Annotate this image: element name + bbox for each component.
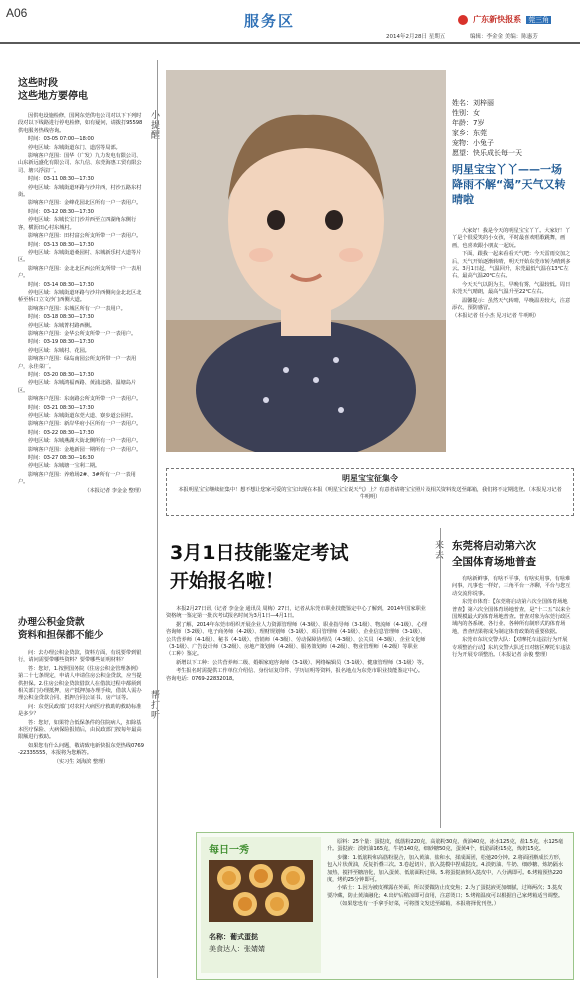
side-label-comings: 来去 — [433, 540, 443, 560]
venue-para: 东莞市东坑交警大队：【对摩托车违法行为开展专项整治行动】东坑交警大队近日对辖区摩托车违法行为开展专项整治。（本报记者 余俊 整理） — [452, 637, 571, 659]
outage-para: 影响客户范围：绿岛南园公所支所带一户一表用户，永佳菜厂。 — [18, 356, 137, 370]
baby-info — [452, 98, 570, 158]
venue-title-1: 东莞将启动第六次 — [452, 540, 536, 552]
outage-para: 时间：03-19 08:30—17:30 — [28, 339, 94, 346]
exam-article — [166, 606, 428, 684]
outage-para: 停电区域：东城村、花园。 — [28, 347, 90, 354]
baby-photo — [166, 70, 446, 452]
side-label-reminder: 小提醒 — [149, 110, 159, 140]
exam-para: 考生报名时需提供工作单位介绍信、身份证复印件、学历证明等资料，报名地点为东莞市职业技能鉴定中心。咨询电话：0769-22832018。 — [166, 668, 424, 682]
outage-para: 时间：03-05 07:00—18:00 — [28, 136, 94, 143]
outage-para: 影响客户范围：田村富公所支所带一户一表用户。 — [28, 233, 142, 240]
outage-para: 停电区域：东城街道桑园村、东城新乐村大道等片区。 — [18, 249, 142, 264]
loan-para: 答：您好，如果符合低保条件的住院病人，扣除基本医疗保险、大病保险报销后，由民政部门按每年最高限额进行救助。 — [18, 719, 142, 741]
header-rule — [0, 42, 580, 44]
page-header — [0, 0, 580, 44]
outage-para: 时间：03-18 08:30—17:30 — [28, 314, 94, 321]
loan-credit: （实习生 刘海滨 整理） — [53, 758, 109, 765]
baby-article — [452, 228, 572, 322]
baby-info-line: 姓名：刘梓丽 — [452, 99, 494, 107]
outage-credit: （本报记者 李金金 整理） — [84, 487, 144, 494]
venue-para: 有啥新鲜事，有啥不平事，有啥实用事，有啥难问事，凡事也一样好，三角平台一齐聊，平台与您互动交流你说事。 — [452, 576, 571, 597]
baby-info-line: 宠物：小兔子 — [452, 139, 494, 147]
exam-headline-2: 开始报名啦！ — [170, 570, 285, 592]
newspaper-logo — [458, 9, 576, 23]
section-title: 服务区 — [244, 12, 296, 30]
recipe-para: （如果您也有一手拿手好菜，可将图文发送至邮箱，本报将择优刊登。） — [337, 901, 500, 908]
baby-credit: （本报记者 任小杰 见习记者 牛明明） — [452, 313, 539, 320]
outage-title-1: 这些时段 — [18, 78, 58, 89]
outage-para: 影响客户范围：国华（广发）九力发电有限公司、山东新远盛化有限公司、东九信、东莞海惠工贸有限公司、塘兴浮法厂。 — [18, 153, 142, 174]
loan-para: 如果您有什么问题，敬请致电新快报东莞热线0769-22335555，本报将为您解答。 — [18, 742, 144, 757]
side-label-ask: 帮打听 — [149, 690, 159, 720]
outage-para: 停电区域：东城燕湖大街北侧所有一户一表用户。 — [28, 438, 142, 445]
egg-tart-photo — [209, 860, 313, 922]
outage-para: 影响客户范围：金峰花园北区所有一户一表用户。 — [28, 200, 142, 207]
venue-article — [452, 576, 572, 660]
baby-info-line: 性别：女 — [452, 109, 480, 117]
outage-para: 影响客户范围：金华公所支所带一户一表用户。 — [28, 330, 137, 337]
baby-info-line: 愿望：快乐成长每一天 — [452, 149, 522, 157]
outage-article — [18, 113, 144, 495]
outage-para: 时间：03-11 08:30—17:30 — [28, 176, 94, 183]
baby-para: 大家好！我是今天的明星宝宝丫丫。大家好！丫丫是个很爱笑的小女孩，平时最喜欢唱歌跳舞，画画，也喜欢跟小朋友一起玩。 — [452, 228, 571, 249]
loan-para: 答：您好，1.按照国务院《住房公积金管理条例》第二十七条规定，申请人申请住房公积金贷款，应当提供担保。2.住房公积金贷款借款人在借款过程中都须到相关部门办理抵押，房产抵押加办理手续，借款人需办理公积金贷款合同、抵押合同公证书、房产证等。 — [18, 665, 142, 702]
outage-para: 因供电设施检修，国网东莞供电公司对以下下列时段对以下线路进行停电检修，如有疑问，请拨打95598供电服务热线咨询。 — [18, 113, 143, 134]
column-divider-right — [440, 528, 441, 828]
recipe-text — [327, 839, 567, 910]
recipe-para: 小贴士：1.因为被皮裸露在外面，所以要做防止皮变焦；2.为了蛋挞液更加细腻，过筛两次；3.挞皮要冷藏，防止黄油融化；4.出炉后稍凉即可食用，注意烫口；5.烤箱温度可以根据自己家烤箱适当调整。 — [327, 885, 563, 899]
notice-title: 明星宝宝征集令 — [342, 474, 398, 483]
outage-para: 停电区域：东城街道东门、道滘等局部。 — [28, 144, 121, 151]
baby-title: 明星宝宝丫丫——一场降雨不解“渴”天气又转晴啦 — [452, 163, 566, 206]
exam-para: 新增以下工种：公共营养师二级、婚姻家庭咨询师（3-1级）、网络编辑员（3-1级）、健康管理师（3-1级）等。 — [176, 659, 427, 666]
loan-article — [18, 650, 144, 766]
outage-para: 影响客户范围：金北北区西公所支所带一户一表用户。 — [18, 265, 142, 280]
outage-title-2: 这些地方要停电 — [18, 91, 88, 102]
recipe-box — [196, 832, 574, 980]
outage-para: 时间：03-27 08:30—16:30 — [28, 455, 94, 462]
loan-section — [18, 616, 144, 978]
logo-badge: 莞三角 — [528, 15, 550, 24]
outage-para: 停电区域：东城街道东莞大道、寮步道公园村。 — [28, 413, 137, 420]
baby-info-line: 年龄：7岁 — [452, 119, 485, 127]
outage-para: 停电区域：东城菁村路西侧。 — [28, 322, 95, 329]
baby-info-line: 家乡：东莞 — [452, 129, 487, 137]
recipe-box-title: 每日一秀 — [209, 845, 249, 856]
outage-para: 影响客户范围：养殖场2#、3#所有一户一表用户。 — [18, 471, 136, 486]
baby-para: 下面，跟我一起来看看天气吧：今天雷雨交加之后，天气开始逐渐转晴，明天开始东莞市转为晴到多云。3月1日起，气温回升，东莞最低气温在13℃左右，最高气温20℃左右。 — [452, 251, 571, 280]
outage-para: 影响客户范围：金地新园一期所有一户一表用户。 — [28, 446, 142, 453]
outage-para: 停电区域：东城街道环路与沙并西侧向金北北区北桥至桥口立文沙门西侧大道。 — [18, 289, 142, 304]
outage-para: 影响客户范围：东城区所有一户一表用户。 — [28, 305, 126, 312]
recipe-author: 美食达人：张婧婧 — [209, 945, 265, 953]
outage-para: 时间：03-20 08:30—17:30 — [28, 372, 94, 378]
page-number: A06 — [6, 6, 28, 20]
loan-title-1: 办理公积金贷款 — [18, 617, 85, 628]
outage-para: 停电区域：东城长宝门沙并西至立四湖角东侧行客，横沥田心村东城村。 — [18, 217, 137, 231]
outage-para: 停电区域：东城街道环路与沙并西，村沙五路东村街。 — [18, 184, 142, 199]
loan-para: 问：东莞民政部门对农村大病医疗救助的救助标准是多少？ — [18, 703, 142, 718]
column-divider-left — [157, 60, 158, 978]
notice-box — [166, 468, 574, 516]
exam-para: 本报2月27日讯（记者 李金金 通讯员 周梅）27日，记者从东莞市职业技能鉴定中心了解到，2014年国家职业资格统一鉴定第一批次考试报名时间为3月1日—4月1日。 — [166, 606, 426, 620]
logo-icon — [458, 15, 468, 25]
baby-para: 温馨提示：虽然天气转晴，早晚温差较大，注意添衣，预防感冒。 — [452, 297, 571, 312]
outage-para: 时间：03-22 08:30—17:30 — [28, 429, 94, 436]
baby-para: 今天天气以阴为主，早晚有雾，气温较低。周日东莞天气晴朗，最高气温升至22℃左右。 — [452, 281, 571, 296]
date-line: 2014年2月28日 星期五 — [386, 34, 446, 40]
recipe-dish-name: 名称：葡式蛋挞 — [209, 933, 258, 941]
venue-title-2: 全国体育场地普查 — [452, 556, 536, 568]
loan-title-2: 资料和担保都不能少 — [18, 630, 104, 641]
outage-para: 时间：03-12 08:30—17:30 — [28, 208, 94, 215]
editor-line: 编辑：李金金 美编：陈惠芳 — [470, 34, 538, 40]
outage-para: 时间：03-13 08:30—17:30 — [28, 241, 94, 248]
notice-text: 本报明星宝宝继续征集中！想不想让您家可爱的宝宝出现在本报《明星宝宝说天气》上？有意者请将宝宝照片及相关资料发送至邮箱，我们将不定期选登。（本报见习记者 牛明明） — [178, 487, 562, 501]
recipe-para: 步骤：1.低筋粉和高筋粉混合，加入黄油、盐和水，揉成面团，松弛20分钟。2.将面团擀成长方形，包入片状黄油，反复折叠三次。3.卷起切片，放入挞模中捏成挞皮。4.淡奶油、牛奶、细砂糖、炼奶隔水加热，搅拌至糖溶化，加入蛋黄、低筋面粉过筛。5.将蛋挞液倒入挞皮中，八分满即可。6.烤箱预热220度，烤约25分钟即可。 — [327, 854, 564, 884]
outage-para: 影响客户范围：东南路公所支所带一户一表用户。 — [28, 396, 142, 403]
loan-para: 问：去办理公积金贷款，资料方面，有说要带到银行，请问需要带哪些资料？要带哪些证明材料？ — [18, 650, 142, 664]
outage-para: 停电区域：东城鸿福西路、黄浦北路、温塘岛片区。 — [18, 380, 137, 394]
recipe-para: 原料：25个量：蛋挞皮，低筋粉220克，高筋粉30克，黄油40克，冰水125克，盐1.5克，水125毫升。蛋挞液：淡奶油165克，牛奶140克，细砂糖50克，蛋黄4个，低筋面粉15克，炼奶15克。 — [327, 839, 564, 853]
outage-para: 停电区域：东城塘一宝利二期。 — [28, 463, 101, 470]
recipe-photo-panel — [201, 837, 321, 973]
exam-headline-1: 3月1日技能鉴定考试 — [170, 542, 349, 564]
outage-para: 影响客户范围：新岸华府小区所有一户一表用户。 — [28, 421, 142, 428]
exam-para: 据了解，2014年东莞市组织开展企业人力资源管理师（4-3级）、职业指导师（3-1级）、物流师（4-1级）、心理咨询师（3-2级）、电子商务师（4-2级）、理财规划师（3-1级）、项目管理师（4-1级）、企业信息管理师（3-1级）、公共营养师（4-1级）、秘书（4-1级）、营销师（4-3级）、劳动保障协理员（4-3级）、公关员（4-3级）、企业文化师（3-1级）、广告设计师（3-2级）、房地产策划师（4-2级）、服务策划师（4-2级）、物业管理师（4-2级）等职业（工种）鉴定。 — [166, 621, 427, 658]
logo-text: 广东新快报系 — [473, 15, 522, 24]
baby-illustration — [166, 70, 446, 452]
outage-para: 时间：03-21 08:30—17:30 — [28, 404, 94, 411]
outage-para: 时间：03-14 08:30—17:30 — [28, 281, 94, 288]
venue-para: 东莞市体育：【东莞将启动第六次全国体育场地普查】第六次全国体育场地普查，是“十二五”以来全国规模最大的体育场地普查。普查对象为东莞行政区域内的各系统、各行业、各种所有制形式的体育场地，普查结果将成为制定体育政策的重要依据。 — [452, 599, 571, 635]
